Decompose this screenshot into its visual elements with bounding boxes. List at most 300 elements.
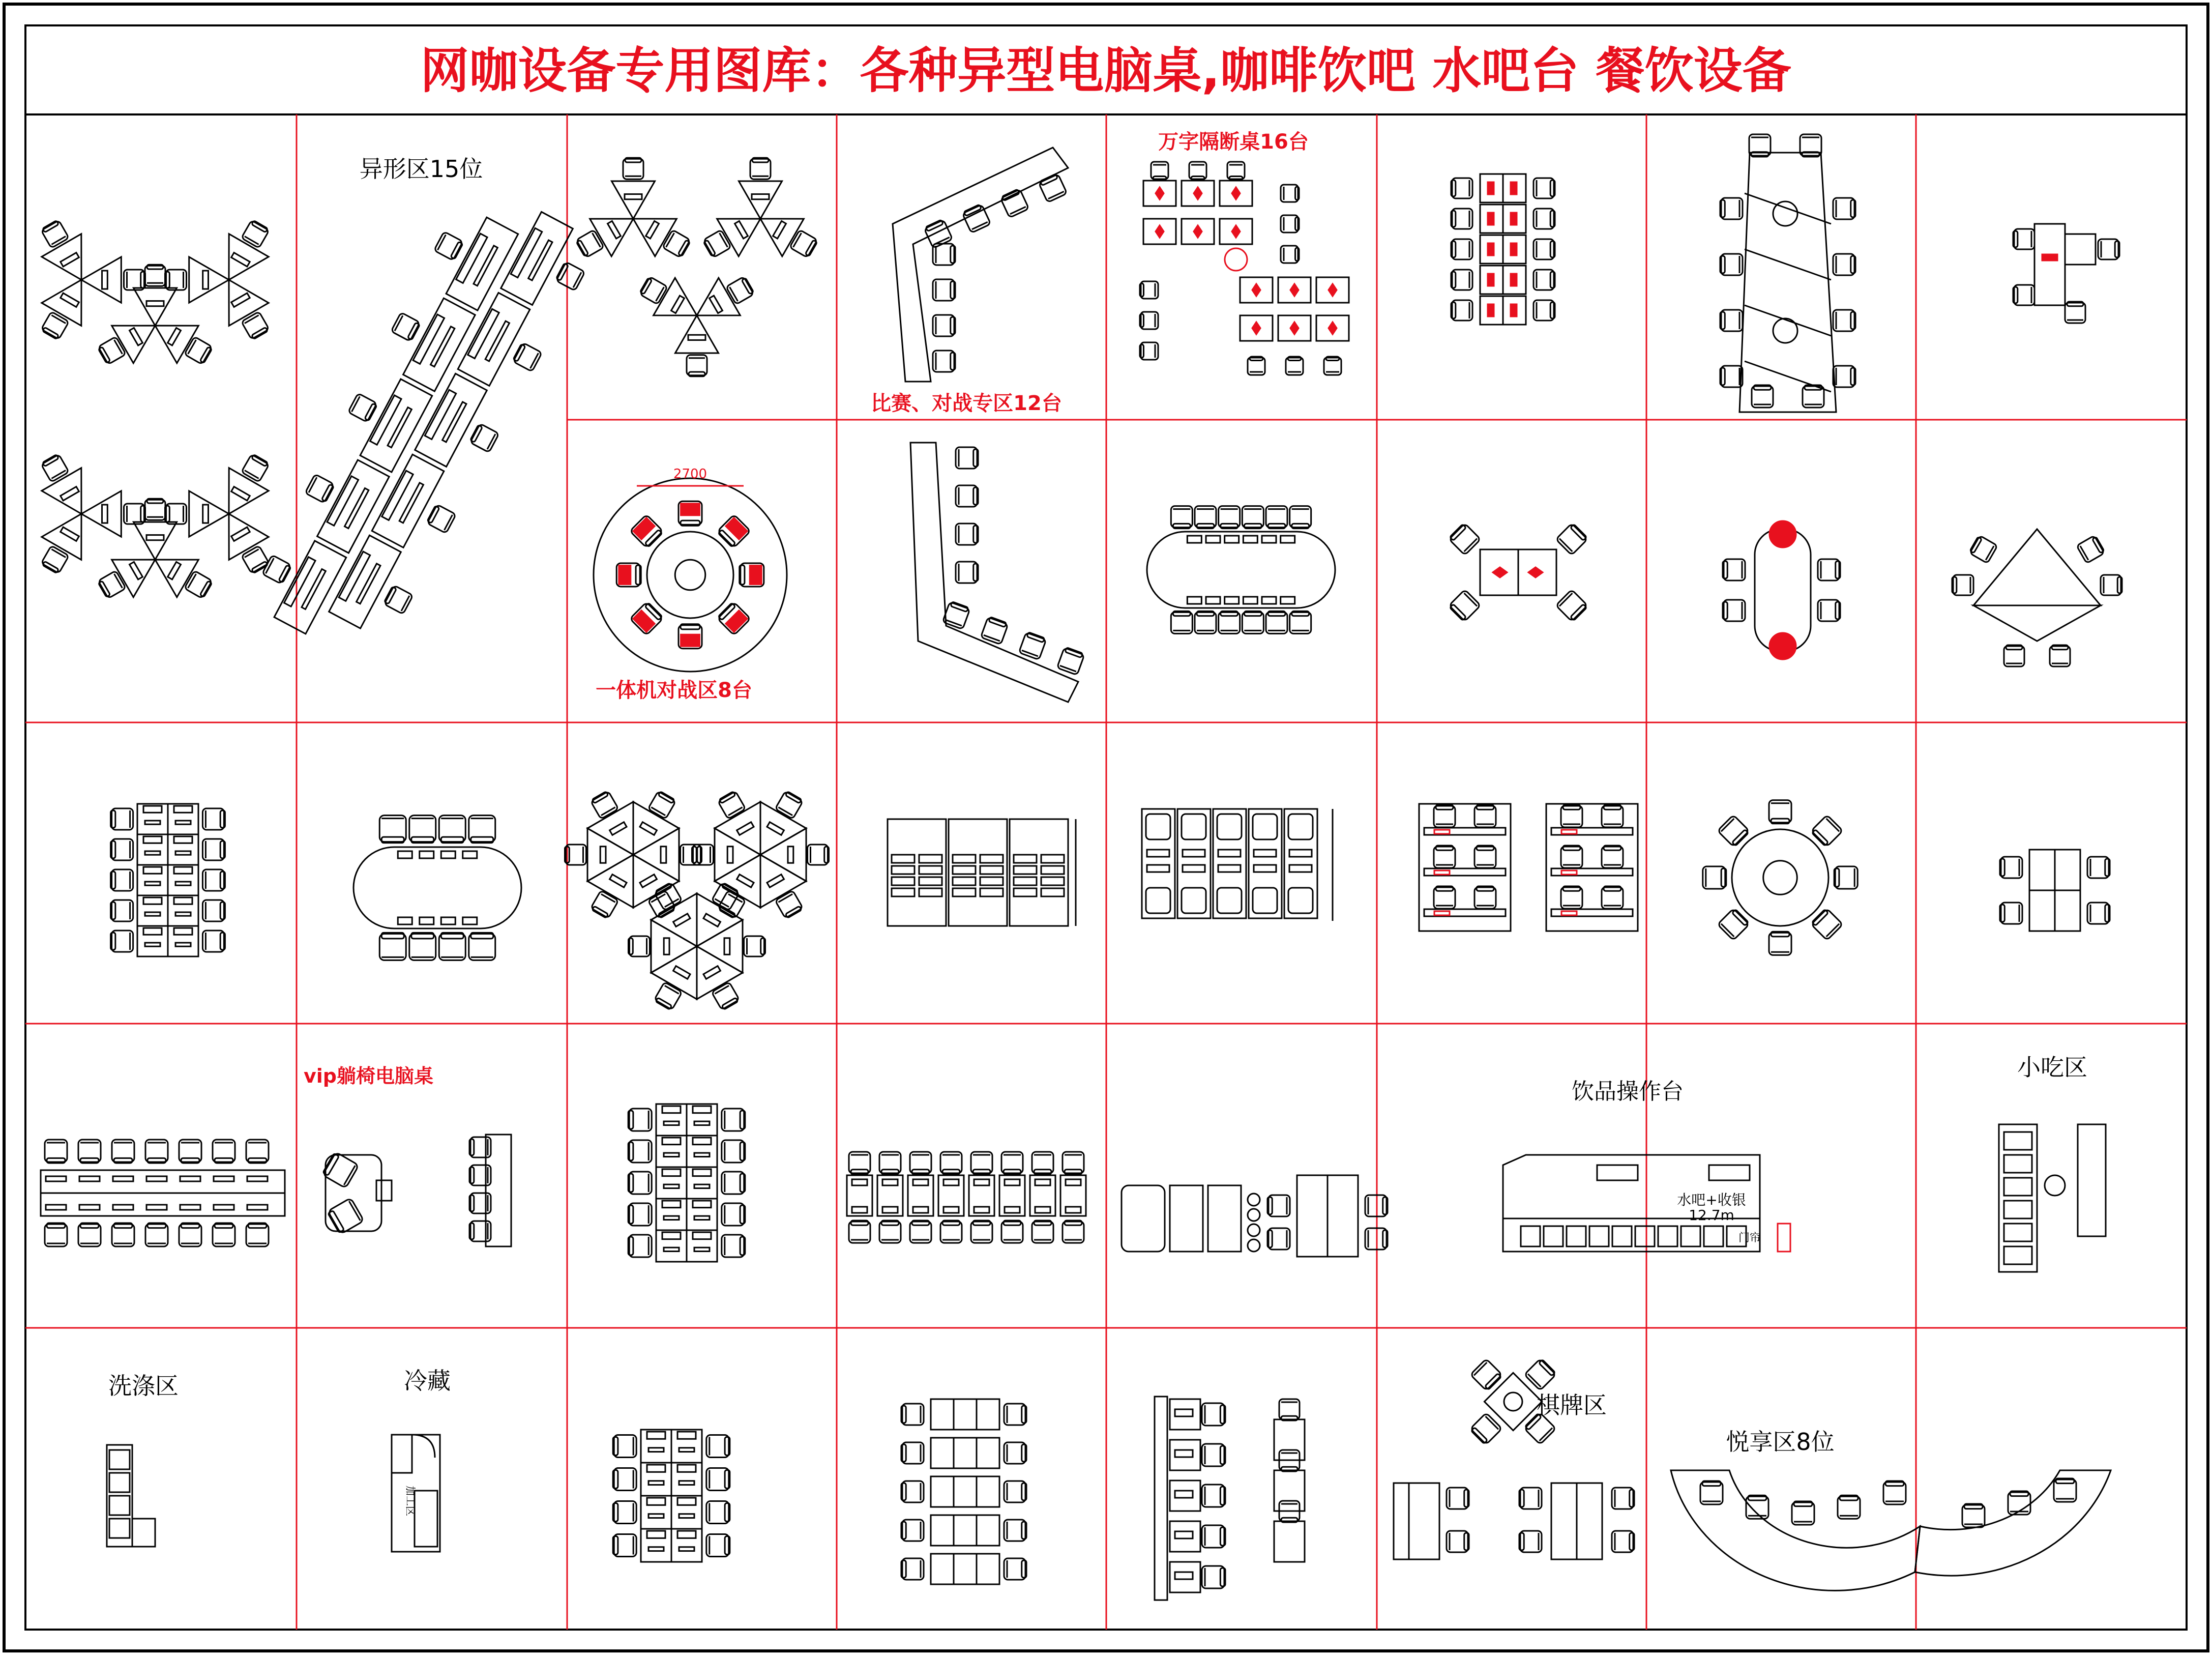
monitor: [1218, 850, 1241, 857]
chair: [956, 524, 978, 545]
appliance: [2004, 1246, 2032, 1264]
chair: [744, 936, 765, 956]
chair: [879, 1221, 901, 1243]
chair-back: [974, 449, 978, 467]
chair: [1001, 1221, 1023, 1243]
monitor: [1041, 877, 1064, 885]
chair: [111, 869, 133, 891]
chair: [1533, 239, 1555, 259]
monitor: [693, 1106, 711, 1113]
monitor: [46, 1205, 66, 1210]
cell-g-tri-band: [1720, 134, 1855, 412]
keyboard: [175, 821, 191, 824]
monitor: [247, 1205, 268, 1210]
keyboard: [694, 1121, 710, 1125]
monitor: [143, 867, 162, 874]
chair: [981, 616, 1009, 645]
chair: [628, 1235, 652, 1257]
desk-top: [329, 535, 401, 628]
chair-back: [1794, 1501, 1812, 1506]
chair-back: [725, 1437, 730, 1456]
chair-back: [951, 246, 955, 263]
module: [1419, 804, 1511, 931]
hex-cluster: [629, 874, 765, 1019]
chair: [901, 1404, 924, 1425]
chair-back: [625, 158, 641, 162]
chair-back: [1140, 344, 1143, 358]
desk: [671, 1430, 702, 1463]
monitor: [600, 847, 606, 863]
desk-wedge: [610, 802, 679, 868]
keyboard: [145, 943, 160, 946]
monitor: [788, 847, 793, 863]
chair: [1451, 178, 1472, 198]
desk: [168, 804, 198, 834]
keyboard: [664, 1121, 679, 1125]
r5-col-pair-b: [901, 1399, 1026, 1584]
chair: [1769, 932, 1791, 955]
tri-desk: [30, 269, 101, 347]
chair: [1195, 611, 1216, 633]
chair: [910, 1152, 931, 1174]
chair-back: [1451, 211, 1456, 227]
chair: [1448, 590, 1481, 622]
monitor: [640, 875, 657, 888]
chair: [722, 1140, 745, 1163]
chair: [712, 982, 740, 1010]
seat: [1703, 866, 1726, 889]
red-marker: [1769, 633, 1796, 659]
label-vip: vip躺椅电脑桌: [304, 1065, 433, 1087]
chair-back: [1519, 1490, 1524, 1507]
chair: [849, 1152, 870, 1174]
chair-back: [2013, 287, 2018, 303]
chair-back: [111, 902, 115, 919]
desk: [671, 1529, 702, 1562]
chair-back: [2006, 645, 2022, 650]
desk-angle: [910, 443, 1078, 702]
monitor: [882, 1179, 898, 1185]
monitor: [1281, 536, 1295, 543]
red-seat-pad: [681, 504, 700, 515]
chair: [933, 279, 955, 301]
red-marker: [1290, 284, 1299, 296]
chair-back: [1450, 524, 1466, 540]
chair-seat: [379, 934, 406, 960]
chair: [1057, 647, 1085, 675]
monitor: [1254, 850, 1276, 857]
machine: [1709, 1165, 1750, 1180]
triangle-desk: [1973, 529, 2101, 605]
chair-back: [1604, 805, 1621, 809]
red-marker: [1329, 284, 1337, 296]
monitor: [1511, 213, 1517, 225]
chair: [1202, 1485, 1225, 1507]
chair: [1202, 1444, 1225, 1466]
table-center: [675, 560, 705, 590]
tri-desk: [209, 213, 281, 292]
tri-desk-cluster: [145, 435, 319, 602]
monitor: [1014, 877, 1037, 885]
chair-back: [901, 1444, 906, 1462]
chair: [1219, 506, 1240, 529]
monitor: [441, 917, 455, 924]
chair: [348, 393, 378, 423]
chair: [2013, 229, 2034, 249]
tri-desk: [30, 503, 101, 581]
red-key: [1561, 911, 1577, 915]
seat: [616, 563, 641, 587]
chair: [184, 337, 213, 365]
chair-back: [1754, 385, 1771, 390]
desk: [1208, 1185, 1241, 1252]
chair: [956, 485, 978, 507]
chair: [1032, 1221, 1053, 1243]
tri-desk: [739, 158, 782, 219]
chair-edge: [1060, 665, 1076, 672]
chair-seat: [591, 890, 618, 918]
tri-desk-cluster: [30, 213, 145, 346]
seat: [1182, 814, 1206, 839]
chair: [213, 1223, 235, 1246]
chair: [469, 816, 495, 843]
chair: [1533, 300, 1555, 321]
desk: [641, 1430, 671, 1463]
monitor: [710, 296, 723, 313]
chair-seat: [379, 816, 406, 842]
desk-top: [687, 1104, 717, 1136]
chair-back: [47, 1223, 65, 1228]
round-table: [616, 501, 764, 649]
monitor: [737, 875, 754, 888]
chair-seat: [775, 791, 803, 819]
chair: [1202, 1403, 1225, 1426]
desk: [999, 1175, 1025, 1216]
keyboard: [145, 821, 160, 824]
monitor: [913, 1179, 928, 1185]
monitor: [1147, 865, 1169, 872]
chair: [379, 816, 406, 843]
cell-a-hex-layout: [30, 201, 318, 645]
chair-back: [697, 847, 702, 863]
red-seat-pad: [681, 634, 700, 646]
red-marker: [1493, 567, 1507, 577]
cell-f-double-column: [1451, 174, 1555, 325]
monitor: [647, 1432, 665, 1439]
monitor: [1262, 597, 1276, 604]
monitor: [1225, 536, 1239, 543]
monitor: [703, 914, 720, 927]
desk-top: [137, 834, 168, 865]
desk: [168, 895, 198, 926]
monitor: [113, 1176, 133, 1181]
chair: [1195, 506, 1216, 529]
chair: [469, 933, 495, 960]
chair: [1524, 1358, 1557, 1390]
desk: [977, 1515, 999, 1546]
desk-top: [671, 1496, 702, 1529]
chair: [439, 816, 465, 843]
monitor: [693, 1232, 711, 1239]
chair: [717, 791, 746, 819]
monitor: [610, 875, 627, 888]
chair-back: [2010, 1491, 2028, 1496]
desk-top: [168, 865, 198, 895]
monitor: [767, 875, 784, 888]
tri-desk: [209, 503, 281, 581]
monitor: [724, 938, 730, 954]
tri-desk: [612, 158, 655, 219]
desk: [977, 1554, 999, 1584]
chair-back: [1550, 272, 1555, 288]
chair: [1171, 611, 1192, 633]
desk-top: [137, 926, 168, 956]
chair: [1834, 866, 1857, 889]
desk: [969, 1175, 994, 1216]
chair: [1189, 162, 1206, 180]
chair: [2087, 857, 2110, 878]
table-top: [353, 847, 521, 928]
desk: [360, 379, 432, 472]
monitor: [61, 527, 79, 541]
monitor: [640, 822, 657, 835]
tri-desk: [81, 491, 145, 537]
booth: [949, 819, 1007, 926]
chair-back: [1720, 256, 1725, 273]
seat: [1718, 908, 1750, 941]
monitor: [174, 836, 192, 843]
chair: [956, 447, 978, 469]
hex-cluster: [565, 782, 702, 927]
starburst: [1773, 318, 1797, 343]
chair: [940, 1221, 962, 1243]
chair-back: [80, 1158, 99, 1163]
keyboard: [679, 1448, 694, 1452]
tri-desk: [686, 266, 760, 334]
monitor: [662, 1106, 681, 1113]
chair-back: [1326, 357, 1339, 360]
chair: [629, 936, 650, 956]
red-key: [1434, 870, 1450, 875]
chair-back: [1004, 1170, 1021, 1174]
monitor: [441, 851, 455, 858]
desk-top: [372, 454, 444, 547]
chair-back: [1229, 177, 1243, 180]
appliance: [1544, 1226, 1563, 1246]
chair: [1602, 846, 1623, 868]
monitor: [1187, 597, 1201, 604]
desk-top: [687, 1199, 717, 1230]
monitor: [773, 221, 786, 239]
chair-back: [1451, 272, 1456, 288]
seat: [717, 514, 750, 548]
chair: [1202, 1566, 1225, 1588]
monitor: [671, 296, 685, 313]
keyboard: [679, 1514, 694, 1518]
chair: [1561, 805, 1582, 827]
chair-back: [1964, 1504, 1983, 1509]
chair-back: [1751, 152, 1768, 157]
red-seat-pad: [750, 566, 761, 585]
desk: [877, 1175, 903, 1216]
desk: [931, 1554, 954, 1584]
desk-wedge: [651, 893, 720, 960]
keyboard: [664, 1216, 679, 1220]
chair: [1561, 886, 1582, 909]
desk-top: [656, 1199, 687, 1230]
monitor: [168, 562, 181, 579]
chair: [1290, 506, 1311, 529]
chair-back: [1570, 524, 1586, 540]
monitor: [1243, 536, 1257, 543]
desk-top: [137, 804, 168, 834]
chair: [933, 315, 955, 336]
monitor: [662, 1138, 681, 1145]
monitor: [1511, 243, 1517, 255]
chair: [111, 808, 133, 830]
chair-back: [942, 1221, 960, 1225]
chair: [712, 882, 740, 911]
tri-desk: [92, 541, 166, 608]
monitor: [174, 867, 192, 874]
monitor: [174, 928, 192, 935]
desk-top: [641, 1496, 671, 1529]
monitor: [703, 966, 720, 979]
chair: [1474, 886, 1496, 909]
chair-back: [181, 1158, 199, 1163]
chair-back: [1220, 1405, 1225, 1424]
chair-back: [761, 938, 765, 954]
chair: [1001, 1152, 1023, 1174]
chair: [1324, 357, 1341, 375]
monitor: [688, 335, 705, 340]
chair: [2101, 575, 2122, 595]
keyboard: [694, 1153, 710, 1156]
desk-wedge: [587, 802, 656, 868]
chair: [2098, 239, 2119, 259]
desk: [656, 1167, 687, 1199]
desk: [954, 1438, 977, 1468]
chair: [145, 1140, 168, 1163]
chair: [971, 1221, 992, 1243]
chair-back: [1604, 886, 1621, 891]
chair-back: [613, 1536, 618, 1555]
chair: [1533, 270, 1555, 290]
door-swing: [412, 1435, 435, 1458]
monitor: [693, 1138, 711, 1145]
tri-desk: [144, 307, 219, 374]
chair-back: [1550, 180, 1555, 196]
chair-back: [148, 1158, 166, 1163]
monitor: [892, 855, 915, 863]
appliance: [2004, 1224, 2032, 1241]
chair: [722, 1109, 745, 1131]
red-marker: [1156, 225, 1164, 238]
chair-back: [2056, 1478, 2074, 1484]
chair-back: [1570, 604, 1586, 620]
chair-back: [628, 1111, 633, 1129]
snack-counter-2: [2078, 1124, 2106, 1236]
chair-back: [974, 526, 978, 543]
monitor: [143, 928, 162, 935]
desk-top: [671, 1529, 702, 1562]
desk: [1060, 1175, 1086, 1216]
chair-back: [2013, 231, 2018, 247]
chair-back: [111, 872, 115, 889]
desk: [137, 804, 168, 834]
desk: [931, 1476, 954, 1507]
label-drink-station: 饮品操作台: [1572, 1079, 1684, 1105]
chair-back: [1268, 611, 1285, 616]
appliance: [2004, 1178, 2032, 1196]
desk: [687, 1167, 717, 1199]
chair-back: [1221, 611, 1238, 616]
chair-back: [1550, 211, 1555, 227]
chair: [1447, 1488, 1469, 1509]
chair-back: [1851, 256, 1855, 273]
chair: [849, 1221, 870, 1243]
desk-top: [137, 865, 168, 895]
divider: [1745, 193, 1831, 224]
chair-seat: [712, 982, 740, 1010]
desk: [168, 926, 198, 956]
starburst: [1773, 201, 1797, 226]
cell-d-match-angle: [893, 148, 1068, 382]
desk-top: [656, 1167, 687, 1199]
chair-seat: [391, 312, 420, 341]
seat: [1217, 814, 1242, 839]
desk-top: [641, 1529, 671, 1562]
monitor: [943, 1179, 959, 1185]
keyboard: [648, 1547, 664, 1551]
monitor: [1041, 866, 1064, 874]
chair: [1818, 600, 1840, 621]
appliance: [1635, 1226, 1655, 1246]
chair-back: [1295, 217, 1299, 230]
chair: [1171, 506, 1192, 529]
monitor: [231, 253, 250, 267]
desk-wedge: [674, 933, 743, 999]
chair-seat: [1039, 174, 1067, 202]
chair-back: [469, 1167, 474, 1183]
appliance: [1567, 1226, 1586, 1246]
chair: [901, 1520, 924, 1541]
seat: [1834, 866, 1857, 889]
desk-wedge: [738, 841, 806, 908]
monitor: [892, 877, 915, 885]
monitor: [673, 914, 690, 927]
chair: [1602, 805, 1623, 827]
r5-chess: [1394, 1331, 1634, 1559]
chair: [202, 839, 225, 860]
chair: [1451, 209, 1472, 229]
monitor: [974, 1207, 989, 1213]
chair: [391, 312, 421, 342]
chair: [901, 1481, 924, 1502]
seat: [1253, 888, 1277, 913]
seat: [679, 624, 702, 649]
desk: [137, 926, 168, 956]
monitor: [398, 851, 412, 858]
desk-top: [168, 834, 198, 865]
desk: [656, 1136, 687, 1167]
appliance: [1612, 1226, 1632, 1246]
chair-back: [469, 1223, 474, 1239]
keyboard: [664, 1247, 679, 1251]
chair: [1448, 522, 1481, 555]
seat: [1182, 888, 1206, 913]
label-cold: 冷藏: [404, 1367, 451, 1395]
